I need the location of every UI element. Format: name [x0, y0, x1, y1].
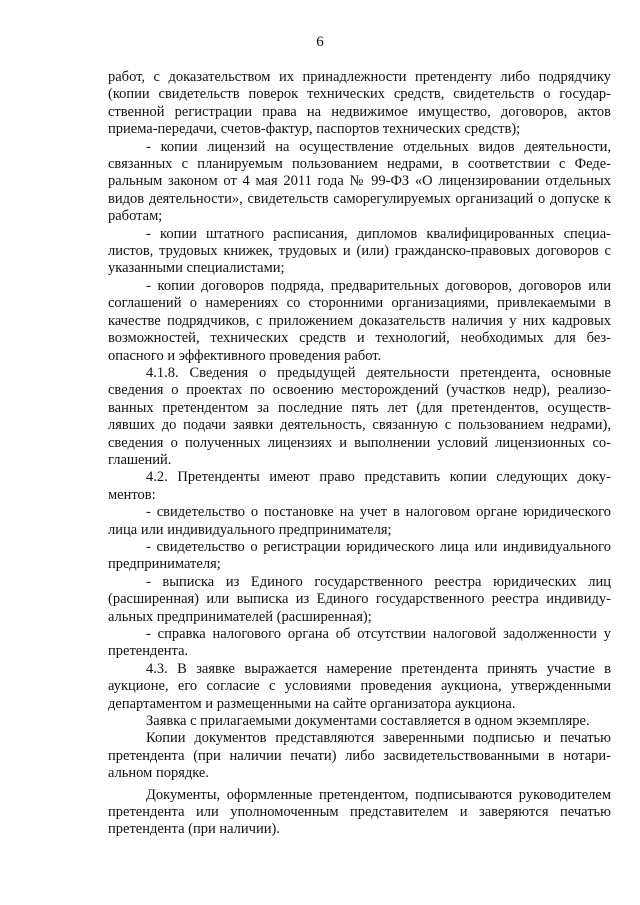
paragraph-documents-signed: Документы, оформленные претендентом, подписываются руководителем претендента или уполномоченным представителем и заверяются печатью претендента (при наличии).	[108, 786, 611, 838]
paragraph-copies-certified: Копии документов представляются заверенными подписью и печатью претендента (при наличии печати) либо засвидетельствованными в нотариальном порядке.	[108, 730, 611, 782]
paragraph-continuation: работ, с доказательством их принадлежности претенденту либо подрядчику (копии свидетельств поверок технических средств, свидетельств о государственной регистрации права на недвижимое имущество, договоров, актов приема-передачи, счетов-фактур, паспортов технических средств);	[108, 69, 611, 138]
paragraph-registry-extract: - выписка из Единого государственного реестра юридических лиц (расширенная) или выписка из Единого государственного реестра индивидуальных предпринимателей (расширенная);	[108, 573, 611, 625]
paragraph-contracts: - копии договоров подряда, предварительных договоров, договоров или соглашений о намерениях со сторонними организациями, привлекаемыми в качестве подрядчиков, с приложением доказательств наличия у них кадровых возможностей, технических средств и технологий, необходимых для безопасного и эффективного проведения работ.	[108, 277, 611, 364]
paragraph-tax-certificate: - справка налогового органа об отсутствии налоговой задолженности у претендента.	[108, 626, 611, 660]
page-number: 6	[316, 34, 324, 50]
paragraph-staff: - копии штатного расписания, дипломов квалифицированных специалистов, трудовых книжек, трудовых и (или) гражданско-правовых договоров с указанными специалистами;	[108, 225, 611, 277]
paragraph-4-1-8: 4.1.8. Сведения о предыдущей деятельности претендента, основные сведения о проектах по освоению месторождений (участков недр), реализованных претендентом за последние пять лет (для претендентов, осуществлявших до подачи заявки деятельность, связанную с пользованием недрами), сведения о полученных лицензиях и выполнении условий лицензионных соглашений.	[108, 364, 611, 468]
body-text	[108, 69, 611, 839]
paragraph-4-3: 4.3. В заявке выражается намерение претендента принять участие в аукционе, его согласие с условиями проведения аукциона, утвержденными департаментом и размещенными на сайте организатора аукциона.	[108, 660, 611, 712]
paragraph-licenses: - копии лицензий на осуществление отдельных видов деятельности, связанных с планируемым пользованием недрами, в соответствии с Федеральным законом от 4 мая 2011 года № 99-ФЗ «О лицензировании отдельных видов деятельности», свидетельств саморегулируемых организаций о допуске к работам;	[108, 138, 611, 225]
paragraph-single-copy: Заявка с прилагаемыми документами составляется в одном экземпляре.	[146, 713, 590, 730]
paragraph-tax-registration: - свидетельство о постановке на учет в налоговом органе юридического лица или индивидуального предпринимателя;	[108, 504, 611, 538]
paragraph-4-2: 4.2. Претенденты имеют право представить копии следующих документов:	[108, 469, 611, 503]
paragraph-legal-registration: - свидетельство о регистрации юридического лица или индивидуального предпринимателя;	[108, 538, 611, 573]
